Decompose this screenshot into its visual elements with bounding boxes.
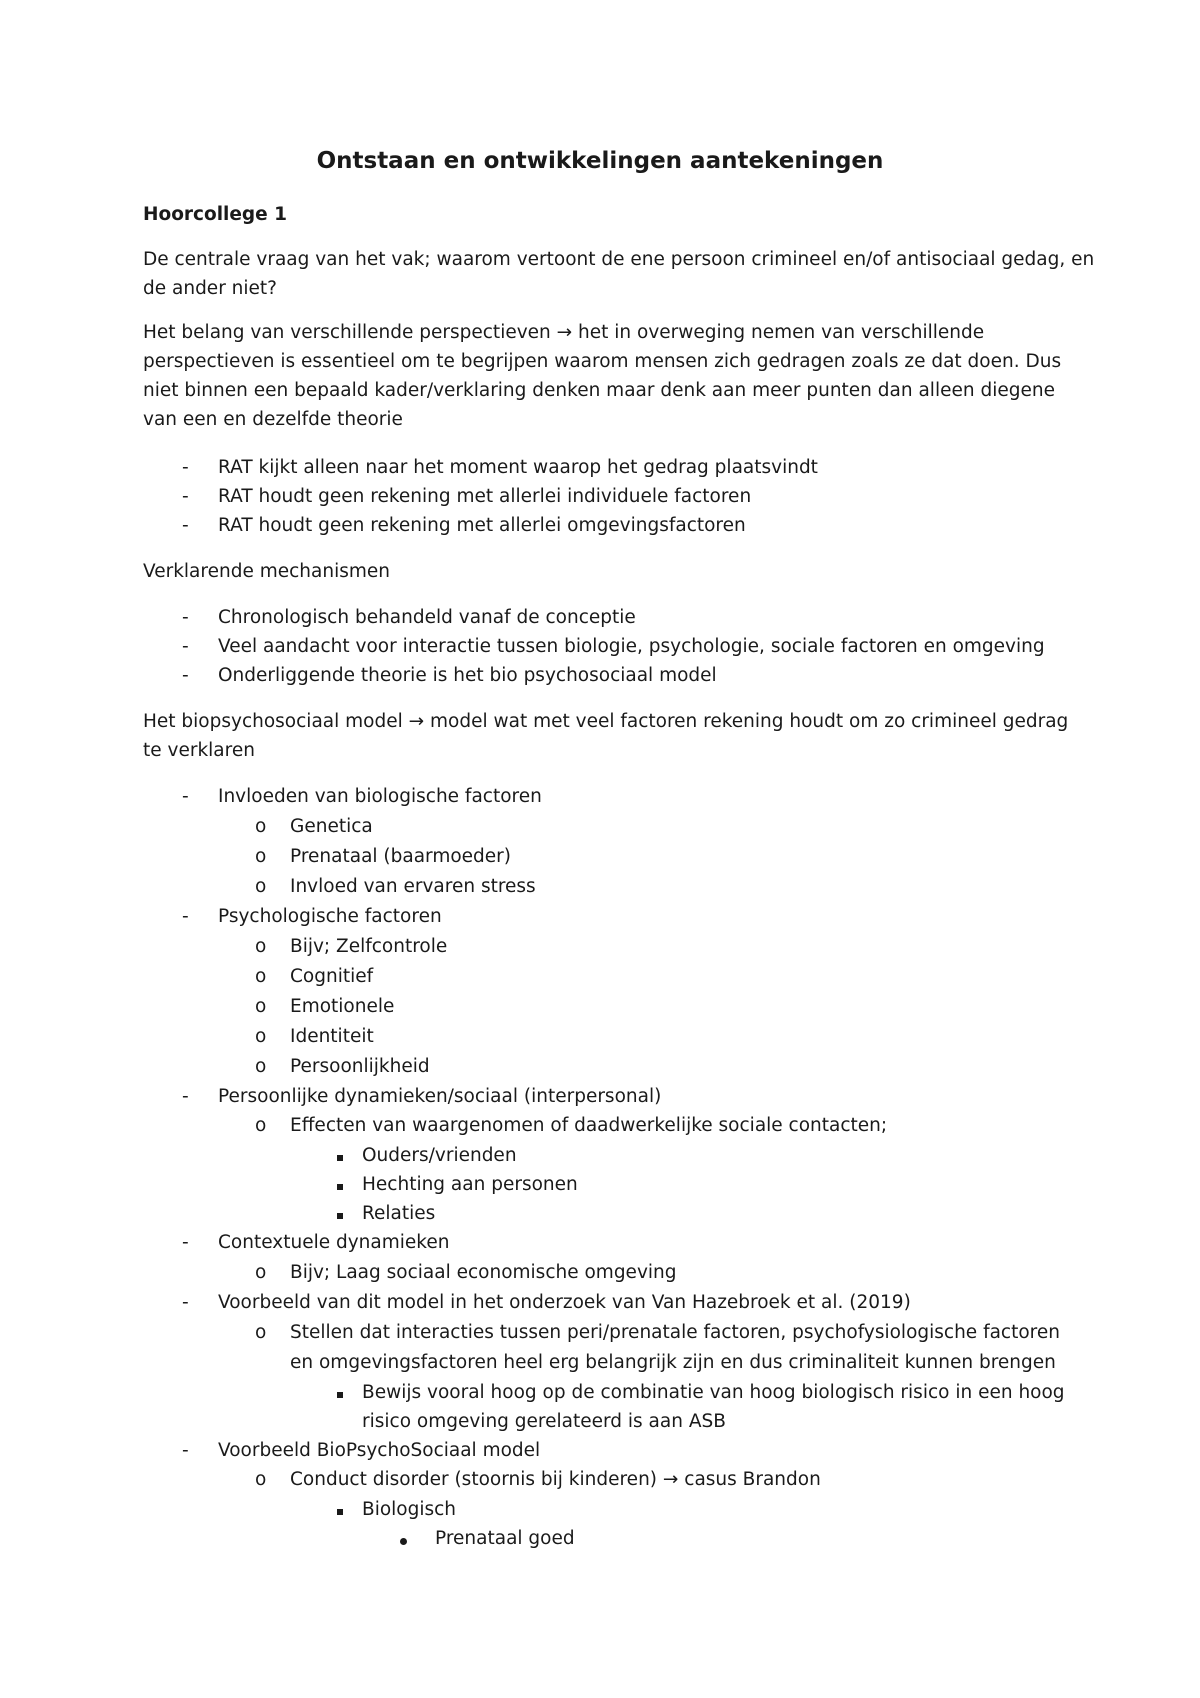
list-item: Prenataal goed xyxy=(435,1528,575,1549)
circle-marker: o xyxy=(255,1056,267,1077)
list-item: Emotionele xyxy=(290,996,395,1017)
circle-marker: o xyxy=(255,1026,267,1047)
list-item: Bijv; Zelfcontrole xyxy=(290,936,448,957)
paragraph-line: van een en dezelfde theorie xyxy=(143,409,403,430)
paragraph-line: te verklaren xyxy=(143,740,255,761)
list-item: Invloed van ervaren stress xyxy=(290,876,536,897)
list-item: Relaties xyxy=(362,1203,436,1224)
dash-marker: - xyxy=(182,665,189,686)
list-item: Bijv; Laag sociaal economische omgeving xyxy=(290,1262,677,1283)
circle-marker: o xyxy=(255,1469,267,1490)
circle-marker: o xyxy=(255,816,267,837)
paragraph-line: perspectieven is essentieel om te begrijpen waarom mensen zich gedragen zoals ze dat doen. Dus xyxy=(143,351,1062,372)
list-item: Veel aandacht voor interactie tussen biologie, psychologie, sociale factoren en omgeving xyxy=(218,636,1045,657)
list-item: Prenataal (baarmoeder) xyxy=(290,846,512,867)
dash-marker: - xyxy=(182,906,189,927)
paragraph-line: de ander niet? xyxy=(143,278,277,299)
round-bullet-icon xyxy=(400,1538,407,1545)
square-bullet-icon xyxy=(337,1155,343,1161)
list-item: RAT kijkt alleen naar het moment waarop het gedrag plaatsvindt xyxy=(218,457,818,478)
square-bullet-icon xyxy=(337,1509,343,1515)
list-item: Effecten van waargenomen of daadwerkelijke sociale contacten; xyxy=(290,1115,888,1136)
list-item: RAT houdt geen rekening met allerlei individuele factoren xyxy=(218,486,752,507)
square-bullet-icon xyxy=(337,1392,343,1398)
dash-marker: - xyxy=(182,1292,189,1313)
paragraph-line: Het biopsychosociaal model → model wat met veel factoren rekening houdt om zo crimineel gedrag xyxy=(143,711,1069,732)
circle-marker: o xyxy=(255,876,267,897)
list-item: RAT houdt geen rekening met allerlei omgevingsfactoren xyxy=(218,515,746,536)
dash-marker: - xyxy=(182,515,189,536)
dash-marker: - xyxy=(182,486,189,507)
circle-marker: o xyxy=(255,966,267,987)
paragraph-line: niet binnen een bepaald kader/verklaring denken maar denk aan meer punten dan alleen diegene xyxy=(143,380,1055,401)
dash-marker: - xyxy=(182,1440,189,1461)
dash-marker: - xyxy=(182,1232,189,1253)
list-item: Voorbeeld van dit model in het onderzoek van Van Hazebroek et al. (2019) xyxy=(218,1292,911,1313)
circle-marker: o xyxy=(255,936,267,957)
list-item: Chronologisch behandeld vanaf de conceptie xyxy=(218,607,636,628)
dash-marker: - xyxy=(182,636,189,657)
list-item: Contextuele dynamieken xyxy=(218,1232,450,1253)
list-item: Psychologische factoren xyxy=(218,906,442,927)
dash-marker: - xyxy=(182,786,189,807)
list-item: Ouders/vrienden xyxy=(362,1145,517,1166)
list-item: Genetica xyxy=(290,816,373,837)
list-item: Voorbeeld BioPsychoSociaal model xyxy=(218,1440,541,1461)
paragraph-line: De centrale vraag van het vak; waarom vertoont de ene persoon crimineel en/of antisociaal gedag, en xyxy=(143,249,1095,270)
list-item: Biologisch xyxy=(362,1499,457,1520)
circle-marker: o xyxy=(255,1115,267,1136)
list-item: Persoonlijkheid xyxy=(290,1056,430,1077)
square-bullet-icon xyxy=(337,1184,343,1190)
circle-marker: o xyxy=(255,996,267,1017)
list-item: Stellen dat interacties tussen peri/prenatale factoren, psychofysiologische factoren xyxy=(290,1322,1060,1343)
paragraph-line: Verklarende mechanismen xyxy=(143,561,390,582)
list-item: Onderliggende theorie is het bio psychosociaal model xyxy=(218,665,717,686)
dash-marker: - xyxy=(182,457,189,478)
list-item-continuation: risico omgeving gerelateerd is aan ASB xyxy=(362,1411,726,1432)
section-heading: Hoorcollege 1 xyxy=(143,204,288,225)
list-item-continuation: en omgevingsfactoren heel erg belangrijk zijn en dus criminaliteit kunnen brengen xyxy=(290,1352,1056,1373)
circle-marker: o xyxy=(255,1262,267,1283)
dash-marker: - xyxy=(182,607,189,628)
list-item: Hechting aan personen xyxy=(362,1174,578,1195)
dash-marker: - xyxy=(182,1086,189,1107)
circle-marker: o xyxy=(255,1322,267,1343)
paragraph-line: Het belang van verschillende perspectieven → het in overweging nemen van verschillende xyxy=(143,322,985,343)
list-item: Persoonlijke dynamieken/sociaal (interpersonal) xyxy=(218,1086,662,1107)
list-item: Cognitief xyxy=(290,966,374,987)
list-item: Invloeden van biologische factoren xyxy=(218,786,542,807)
circle-marker: o xyxy=(255,846,267,867)
document-title: Ontstaan en ontwikkelingen aantekeningen xyxy=(316,148,884,174)
list-item: Conduct disorder (stoornis bij kinderen) → casus Brandon xyxy=(290,1469,821,1490)
list-item: Bewijs vooral hoog op de combinatie van hoog biologisch risico in een hoog xyxy=(362,1382,1065,1403)
square-bullet-icon xyxy=(337,1213,343,1219)
list-item: Identiteit xyxy=(290,1026,374,1047)
